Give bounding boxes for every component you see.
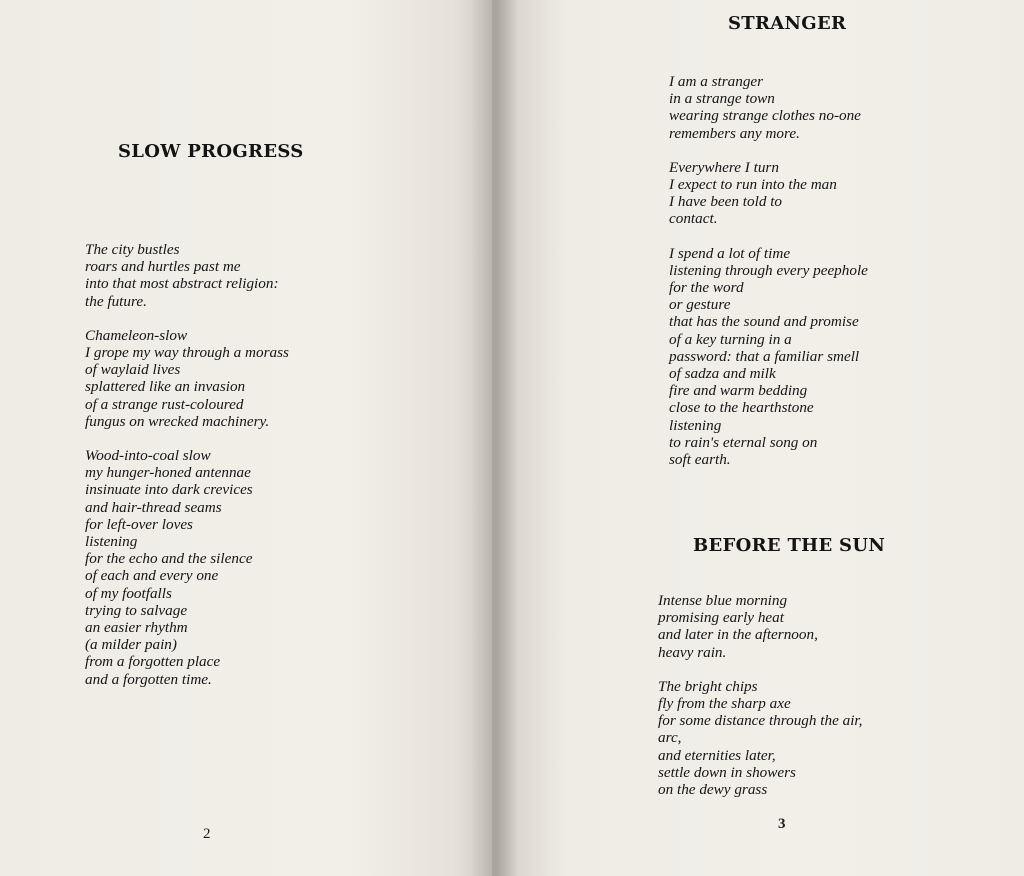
poem-line: Intense blue morning — [658, 592, 788, 609]
poem-body — [85, 241, 289, 705]
poem-line: listening — [85, 533, 138, 551]
poem-line: of my footfalls — [85, 584, 172, 602]
page-number: 2 — [203, 826, 211, 842]
poem-line: listening — [669, 416, 722, 434]
poem-line: an easier rhythm — [85, 619, 188, 637]
poem-line: I grope my way through a morass — [85, 344, 289, 362]
poem-line: for left-over loves — [85, 515, 193, 533]
poem-line: and later in the afternoon, — [658, 626, 818, 644]
poem-line: into that most abstract religion: — [85, 275, 279, 293]
poem-line: listening through every peephole — [669, 261, 868, 279]
poem-line: password: that a familiar smell — [669, 347, 860, 365]
page-number: 3 — [778, 816, 786, 832]
poem-line: of waylaid lives — [85, 361, 181, 379]
stanza — [85, 327, 289, 430]
poem-line: The city bustles — [85, 241, 180, 258]
poem-line: settle down in showers — [658, 763, 796, 781]
poem-line: I am a stranger — [669, 73, 764, 90]
poem-line: in a strange town — [669, 90, 775, 108]
poem-line: arc, — [658, 729, 682, 747]
poem-line: roars and hurtles past me — [85, 258, 241, 276]
poem-line: Wood-into-coal slow — [85, 447, 211, 465]
poem-line: or gesture — [669, 296, 731, 314]
poem-line: from a forgotten place — [85, 653, 221, 671]
book-gutter — [470, 0, 518, 876]
poem-line: soft earth. — [669, 451, 731, 469]
poem-line: and eternities later, — [658, 746, 776, 764]
poem-line: insinuate into dark crevices — [85, 481, 253, 499]
poem-line: my hunger-honed antennae — [85, 464, 251, 482]
poem-line: the future. — [85, 292, 147, 310]
poem-line: Chameleon-slow — [85, 326, 188, 344]
right-page — [492, 0, 1024, 876]
poem-line: fungus on wrecked machinery. — [85, 412, 270, 430]
poem-line: trying to salvage — [85, 601, 188, 619]
poem-line: I spend a lot of time — [669, 244, 791, 262]
poem-line: splattered like an invasion — [85, 378, 246, 396]
poem-title: STRANGER — [728, 13, 847, 34]
left-page — [0, 0, 492, 876]
poem-line: of a strange rust-coloured — [85, 395, 244, 413]
poem-line: and hair-thread seams — [85, 498, 222, 516]
poem-title: BEFORE THE SUN — [693, 535, 886, 556]
poem-line: The bright chips — [658, 677, 758, 695]
stanza — [658, 592, 862, 661]
poem-body — [658, 592, 862, 815]
poem-line: heavy rain. — [658, 643, 727, 661]
poem-line: fly from the sharp axe — [658, 695, 791, 713]
poem-line: on the dewy grass — [658, 781, 768, 799]
poem-body — [669, 73, 868, 485]
stanza — [85, 447, 289, 688]
poem-line: I expect to run into the man — [669, 176, 837, 194]
stanza — [669, 245, 868, 469]
poem-line: promising early heat — [658, 609, 784, 627]
poem-line: and a forgotten time. — [85, 670, 212, 688]
poem-line: for the echo and the silence — [85, 550, 253, 568]
poem-line: remembers any more. — [669, 124, 800, 142]
poem-line: Everywhere I turn — [669, 158, 779, 176]
poem-line: wearing strange clothes no-one — [669, 107, 861, 125]
poem-line: for the word — [669, 279, 744, 297]
stanza — [85, 241, 289, 310]
poem-line: close to the hearthstone — [669, 399, 814, 417]
poem-line: (a milder pain) — [85, 636, 177, 654]
poem-line: of sadza and milk — [669, 365, 776, 383]
poem-line: contact. — [669, 210, 718, 228]
poem-line: fire and warm bedding — [669, 382, 808, 400]
poem-line: I have been told to — [669, 193, 783, 211]
bleed-through-text — [140, 20, 147, 41]
stanza — [669, 159, 868, 228]
poem-line: of each and every one — [85, 567, 219, 585]
stanza — [669, 73, 868, 142]
poem-line: of a key turning in a — [669, 330, 792, 348]
poem-line: that has the sound and promise — [669, 313, 859, 331]
poem-line: for some distance through the air, — [658, 712, 863, 730]
poem-title: SLOW PROGRESS — [118, 141, 304, 162]
poem-line: to rain's eternal song on — [669, 433, 818, 451]
stanza — [658, 678, 862, 798]
